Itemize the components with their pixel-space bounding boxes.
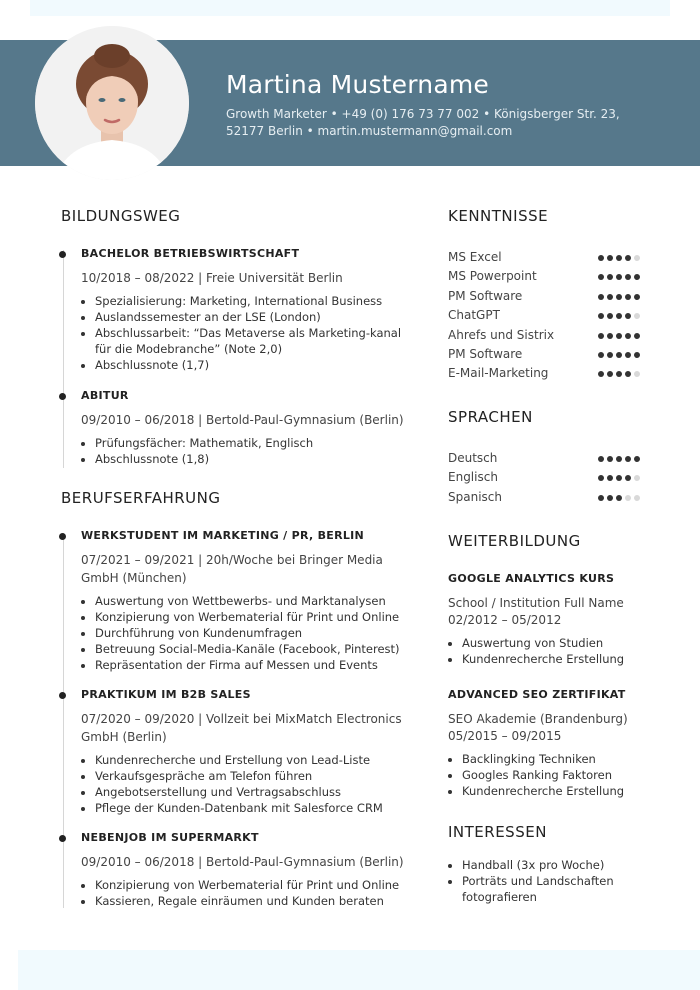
skill-row (448, 250, 640, 269)
bullet-item: • Porträts und Landschaften fotografieren (462, 873, 638, 905)
section-title-interests: INTERESSEN (448, 823, 547, 841)
timeline-dot (59, 251, 66, 258)
skill-rating-dots (598, 313, 640, 319)
bullet-item: • Backlingking Techniken (462, 751, 648, 767)
bullet-item: • Kundenrecherche und Erstellung von Lead-Liste (95, 752, 411, 768)
skill-label: ChatGPT (448, 308, 500, 323)
rating-dot-icon (598, 352, 604, 358)
rating-dot-icon (616, 371, 622, 377)
entry-meta: 07/2021 – 09/2021 | 20h/Woche bei Bringer Media GmbH (München) (81, 553, 383, 585)
rating-dot-icon (625, 475, 631, 481)
skill-rating-dots (598, 255, 640, 261)
rating-dot-icon (634, 294, 640, 300)
timeline-dot (59, 835, 66, 842)
entry-title: ABITUR (81, 389, 129, 402)
rating-dot-icon (598, 495, 604, 501)
rating-dot-icon (607, 371, 613, 377)
timeline-dot (59, 692, 66, 699)
rating-dot-icon (634, 495, 640, 501)
section-title-languages: SPRACHEN (448, 408, 533, 426)
education-entry (81, 247, 411, 373)
experience-entry (81, 688, 411, 816)
entry-title: ADVANCED SEO ZERTIFIKAT (448, 688, 626, 701)
experience-timeline (63, 533, 64, 908)
rating-dot-icon (607, 255, 613, 261)
rating-dot-icon (616, 313, 622, 319)
rating-dot-icon (616, 352, 622, 358)
timeline-dot (59, 533, 66, 540)
rating-dot-icon (625, 352, 631, 358)
rating-dot-icon (607, 294, 613, 300)
bullet-item: • Betreuung Social-Media-Kanäle (Facebook, Pinterest) (95, 641, 411, 657)
rating-dot-icon (598, 255, 604, 261)
skill-label: PM Software (448, 288, 523, 303)
entry-bullets (81, 293, 411, 373)
experience-entry (81, 831, 411, 909)
rating-dot-icon (634, 456, 640, 462)
bullet-item: • Handball (3x pro Woche) (462, 857, 638, 873)
rating-dot-icon (616, 255, 622, 261)
entry-bullets (81, 593, 411, 673)
experience-entry (81, 529, 411, 673)
language-rating-dots (598, 475, 640, 481)
rating-dot-icon (616, 294, 622, 300)
bullet-item: • Repräsentation der Firma auf Messen und Events (95, 657, 411, 673)
rating-dot-icon (607, 456, 613, 462)
rating-dot-icon (625, 456, 631, 462)
section-title-education: BILDUNGSWEG (61, 207, 181, 225)
rating-dot-icon (616, 475, 622, 481)
skill-rating-dots (598, 294, 640, 300)
bullet-item: • Konzipierung von Werbematerial für Print und Online (95, 609, 411, 625)
entry-bullets (448, 751, 648, 799)
entry-title: GOOGLE ANALYTICS KURS (448, 572, 615, 585)
skill-row (448, 328, 640, 347)
language-row (448, 470, 640, 489)
rating-dot-icon (616, 456, 622, 462)
skill-label: Ahrefs und Sistrix (448, 327, 555, 342)
language-rating-dots (598, 495, 640, 501)
bullet-item: • Abschlussarbeit: “Das Metaverse als Marketing-kanal für die Modebranche” (Note 2,0) (95, 325, 411, 357)
bullet-item: • Kassieren, Regale einräumen und Kunden beraten (95, 893, 411, 909)
rating-dot-icon (607, 495, 613, 501)
rating-dot-icon (634, 333, 640, 339)
entry-meta: 09/2010 – 06/2018 | Bertold-Paul-Gymnasium (Berlin) (81, 855, 404, 869)
section-title-training: WEITERBILDUNG (448, 532, 581, 550)
education-timeline (63, 250, 64, 468)
rating-dot-icon (598, 274, 604, 280)
entry-title: BACHELOR BETRIEBSWIRTSCHAFT (81, 247, 300, 260)
rating-dot-icon (634, 274, 640, 280)
rating-dot-icon (607, 352, 613, 358)
bullet-item: • Angebotserstellung und Vertragsabschluss (95, 784, 411, 800)
skill-label: PM Software (448, 347, 523, 361)
language-label: Englisch (448, 470, 498, 485)
rating-dot-icon (625, 294, 631, 300)
training-entry (448, 572, 648, 667)
skill-row (448, 366, 640, 385)
bullet-item: • Prüfungsfächer: Mathematik, Englisch (95, 435, 411, 451)
education-entry (81, 389, 411, 467)
rating-dot-icon (634, 313, 640, 319)
rating-dot-icon (598, 475, 604, 481)
entry-dates: 05/2015 – 09/2015 (448, 729, 562, 743)
entry-meta: 10/2018 – 08/2022 | Freie Universität Berlin (81, 271, 343, 285)
rating-dot-icon (598, 371, 604, 377)
rating-dot-icon (598, 456, 604, 462)
rating-dot-icon (607, 274, 613, 280)
language-label: Spanisch (448, 489, 502, 504)
rating-dot-icon (625, 274, 631, 280)
rating-dot-icon (625, 371, 631, 377)
bullet-item: • Kundenrecherche Erstellung (462, 651, 648, 667)
rating-dot-icon (625, 495, 631, 501)
top-tint-strip (30, 0, 670, 16)
bullet-item: • Durchführung von Kundenumfragen (95, 625, 411, 641)
entry-bullets (81, 877, 411, 909)
entry-meta: 07/2020 – 09/2020 | Vollzeit bei MixMatch Electronics GmbH (Berlin) (81, 712, 402, 744)
bullet-item: • Abschlussnote (1,8) (95, 451, 411, 467)
entry-title: NEBENJOB IM SUPERMARKT (81, 831, 259, 844)
bullet-item: • Auswertung von Studien (462, 635, 648, 651)
skill-rating-dots (598, 371, 640, 377)
entry-bullets (81, 435, 411, 467)
entry-dates: 02/2012 – 05/2012 (448, 613, 562, 627)
rating-dot-icon (634, 352, 640, 358)
rating-dot-icon (607, 313, 613, 319)
rating-dot-icon (634, 255, 640, 261)
section-title-skills: KENNTNISSE (448, 207, 549, 225)
rating-dot-icon (607, 333, 613, 339)
skill-label: MS Powerpoint (448, 269, 537, 284)
bullet-item: • Auslandssemester an der LSE (London) (95, 309, 411, 325)
person-name: Martina Mustername (226, 70, 489, 99)
skill-rating-dots (598, 274, 640, 280)
entry-institution: SEO Akademie (Brandenburg) (448, 712, 628, 726)
language-row (448, 451, 640, 470)
rating-dot-icon (598, 313, 604, 319)
training-entry (448, 688, 648, 799)
rating-dot-icon (634, 475, 640, 481)
bullet-item: • Pflege der Kunden-Datenbank mit Salesforce CRM (95, 800, 411, 816)
portrait-icon (35, 26, 189, 180)
contact-line: Growth Marketer • +49 (0) 176 73 77 002 • Königsberger Str. 23, 52177 Berlin • martin.mustermann@gmail.com (226, 107, 620, 138)
bullet-item: • Auswertung von Wettbewerbs- und Marktanalysen (95, 593, 411, 609)
interests-bullets (448, 857, 638, 905)
rating-dot-icon (625, 255, 631, 261)
bullet-item: • Spezialisierung: Marketing, International Business (95, 293, 411, 309)
bullet-item: • Konzipierung von Werbematerial für Print und Online (95, 877, 411, 893)
skill-rating-dots (598, 333, 640, 339)
rating-dot-icon (634, 371, 640, 377)
bullet-item: • Abschlussnote (1,7) (95, 357, 411, 373)
bullet-item: • Verkaufsgespräche am Telefon führen (95, 768, 411, 784)
skill-row (448, 269, 640, 288)
bullet-item: • Kundenrecherche Erstellung (462, 783, 648, 799)
rating-dot-icon (616, 274, 622, 280)
rating-dot-icon (616, 333, 622, 339)
rating-dot-icon (616, 495, 622, 501)
rating-dot-icon (625, 333, 631, 339)
rating-dot-icon (625, 313, 631, 319)
entry-bullets (448, 635, 648, 667)
entry-bullets (81, 752, 411, 816)
rating-dot-icon (607, 475, 613, 481)
skill-row (448, 347, 640, 366)
bottom-tint-strip (18, 950, 700, 990)
skill-label: MS Excel (448, 250, 502, 264)
rating-dot-icon (598, 294, 604, 300)
skill-rating-dots (598, 352, 640, 358)
section-title-experience: BERUFSERFAHRUNG (61, 489, 221, 507)
timeline-dot (59, 393, 66, 400)
skill-row (448, 289, 640, 308)
interests-entry (448, 857, 638, 905)
skill-row (448, 308, 640, 327)
language-row (448, 490, 640, 509)
language-label: Deutsch (448, 451, 498, 465)
profile-photo (35, 26, 189, 180)
language-rating-dots (598, 456, 640, 462)
entry-institution: School / Institution Full Name (448, 596, 624, 610)
entry-title: WERKSTUDENT IM MARKETING / PR, BERLIN (81, 529, 365, 542)
entry-title: PRAKTIKUM IM B2B SALES (81, 688, 251, 701)
skill-label: E-Mail-Marketing (448, 366, 549, 381)
entry-meta: 09/2010 – 06/2018 | Bertold-Paul-Gymnasium (Berlin) (81, 413, 404, 427)
rating-dot-icon (598, 333, 604, 339)
bullet-item: • Googles Ranking Faktoren (462, 767, 648, 783)
